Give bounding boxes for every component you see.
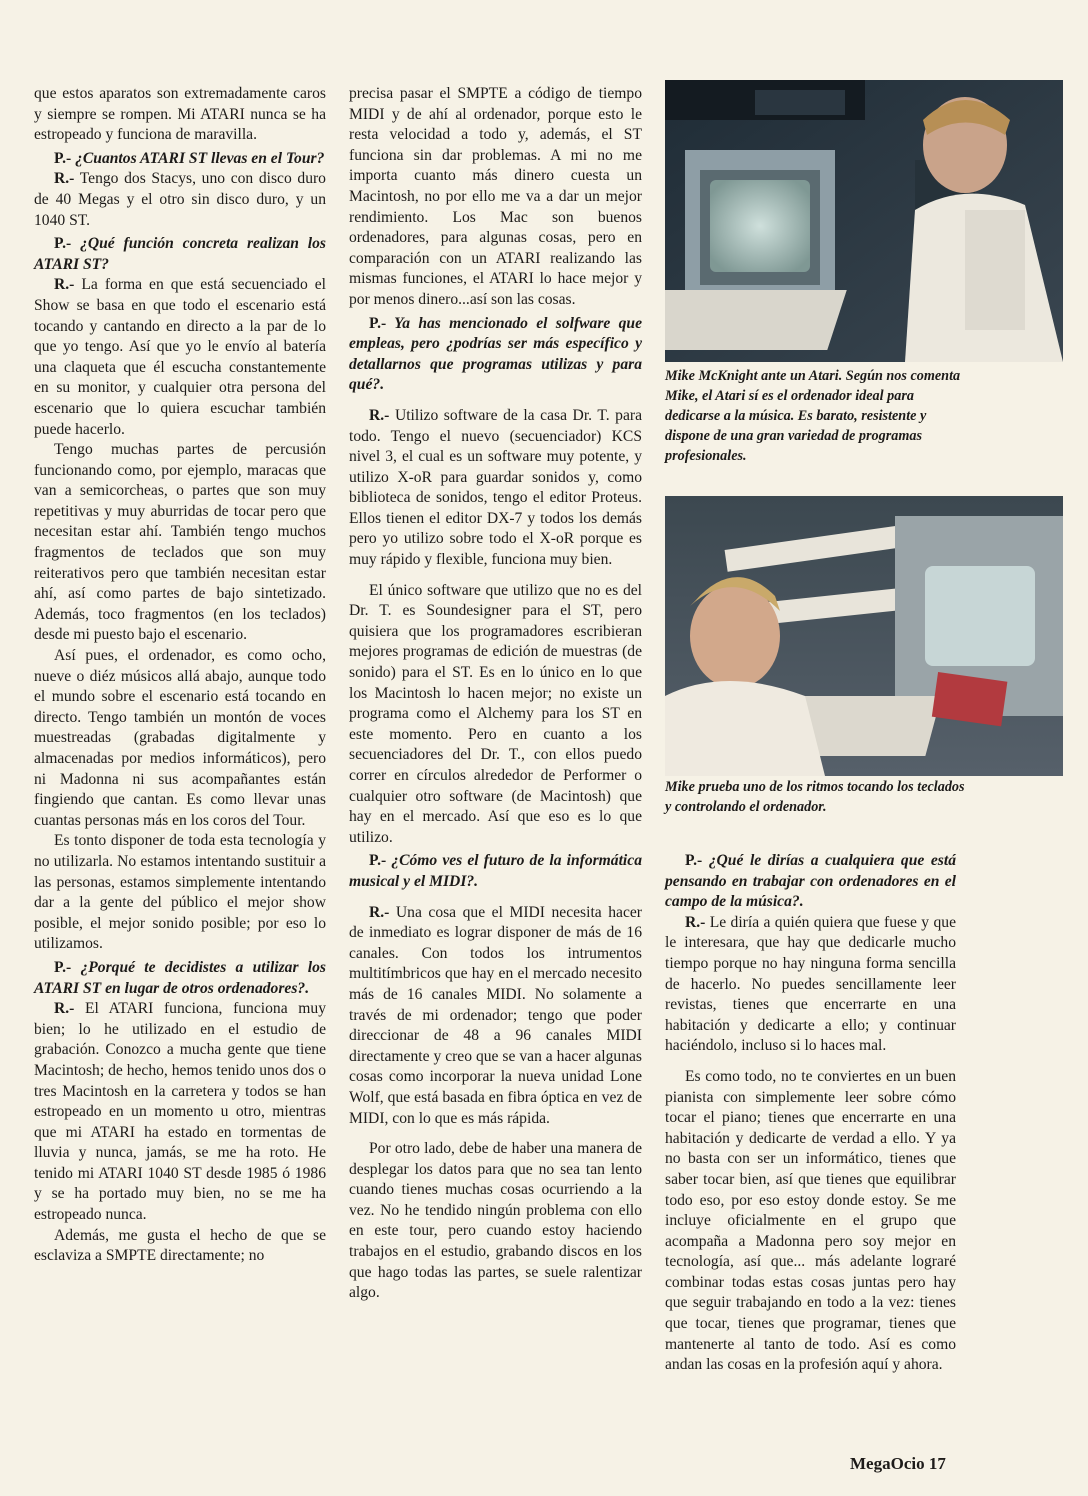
page-footer (850, 1454, 946, 1474)
question-text: Ya has mencionado el solfware que empleas, pero ¿podrías ser más específico y detallarnos que programas utilizas y para qué?. (349, 314, 642, 394)
question (34, 958, 326, 999)
answer-tag: R.- (54, 1000, 75, 1018)
answer-text: Utilizo software de la casa Dr. T. para todo. Tengo el nuevo (secuenciador) KCS nivel 3, el cual es un software muy potente, y utilizo X-oR para guardar sonidos y, como biblioteca de sonidos, tengo el editor Proteus. Ellos tienen el editor DX-7 y todos los demás pero yo utilizo sobre todo el X-oR porque es muy rápido y flexible, funciona muy bien. (349, 406, 642, 569)
question-tag: P.- (54, 235, 72, 253)
article-column-3 (665, 848, 956, 1376)
answer-text: El ATARI funciona, funciona muy bien; lo he utilizado en el estudio de grabación. Conozco a mucha gente que tiene Macintosh; de hecho, hemos tenido unos dos o tres Macintosh en la carretera y todos se han estropeado en un momento u otro, mientras que mi ATARI ha estado en tormentas de lluvia y nunca, jamás, se me ha roto. He tenido mi ATARI 1040 ST desde 1985 ó 1986 y se ha portado muy bien, no se me ha estropeado nunca. (34, 1000, 326, 1224)
answer-text: Tengo dos Stacys, uno con disco duro de 40 Megas y el otro sin disco duro, y un 1040 ST. (34, 170, 326, 229)
photo-caption: Mike prueba uno de los ritmos tocando los teclados y controlando el ordenador. (665, 779, 965, 815)
question-text: ¿Cuantos ATARI ST llevas en el Tour? (75, 149, 325, 167)
answer-tag: R.- (54, 170, 75, 188)
paragraph: que estos aparatos son extremadamente caros y siempre se rompen. Mi ATARI nunca se ha estropeado y funciona de maravilla. (34, 85, 326, 144)
paragraph: Tengo muchas partes de percusión funcionando como, por ejemplo, maracas que van a semicorcheas, o partes que son muy repetitivas y muy aburridas de tocar pero que necesitan estar ahí. También tengo muchos fragmentos de teclados que son muy reiterativos pero que también necesitan estar ahí, así como partes de bajo sintetizado. Además, toco fragmentos (en los teclados) desde mi puesto bajo el escenario. (34, 441, 326, 644)
answer (34, 999, 326, 1226)
question-text: ¿Porqué te decidistes a utilizar los ATARI ST en lugar de otros ordenadores?. (34, 958, 326, 997)
answer-text: Le diría a quién quiera que fuese y que le interesara, que hay que dedicarle mucho tiempo porque no hay ninguna forma sencilla de hacerlo. No puedes sencillamente leer revistas, tienes que encerrarte en una habitación y dedicarte a ello; y continuar haciéndolo, incluso si lo haces mal. (665, 913, 956, 1055)
paragraph: Es como todo, no te conviertes en un buen pianista con simplemente leer sobre cómo tocar el piano; tienes que encerrarte en una habitación y dedicarte de verdad a ello. Y ya no basta con ser un informático, tienes que saber tocar bien, así que tienes que equilibrar todo eso, por eso estoy donde estoy. Se me incluye oficialmente en el grupo que acompaña a Madonna pero soy mejor en tecnología, así que... más adelante lograré combinar todas estas cosas juntas pero hay que seguir trabajando en todo a la vez: tienes que tocar, tienes que programar, tienes que mantenerte al tanto de todo. Así es como andan las cosas en la profesión aquí y ahora. (665, 1067, 956, 1374)
answer-tag: R.- (369, 406, 390, 424)
answer (34, 169, 326, 231)
question-tag: P.- (369, 852, 387, 870)
question (665, 851, 956, 913)
paragraph: precisa pasar el SMPTE a código de tiempo MIDI y de ahí al ordenador, porque esto le resta velocidad a todo y, además, el ST funciona sin dar problemas. A mi no me importa cuanto más dinero cuesta un Macintosh, no por ello me va a dar un mejor rendimiento. Los Mac son buenos ordenadores, para algunas cosas, pero en comparación con un ATARI realizando las mismas funciones, el ATARI lo hace mejor y por menos dinero...así son las cosas. (349, 85, 642, 308)
answer-tag: R.- (685, 913, 706, 931)
answer (349, 406, 642, 571)
question (349, 851, 642, 892)
question-tag: P.- (54, 149, 72, 167)
photo-illustration (665, 496, 1063, 776)
answer-text: La forma en que está secuenciado el Show se basa en que todo el escenario está tocando y cantando en directo a la par de lo que yo tengo. Así que yo le envío al batería una claqueta que él escucha constantemente en su monitor, y cualquier otra persona del escenario que lo quiera escuchar también puede hacerlo. (34, 276, 326, 438)
article-column-1 (34, 84, 326, 1267)
page-number: 17 (928, 1454, 946, 1473)
answer-tag: R.- (54, 276, 75, 294)
question-tag: P.- (685, 852, 703, 869)
question (349, 314, 642, 396)
question-tag: P.- (369, 314, 387, 332)
paragraph: Es tonto disponer de toda esta tecnología y no utilizarla. No estamos intentando sustituir a las personas, estamos simplemente intentando dar a la gente del público el mejor show posible, el mejor sonido posible; por eso lo utilizamos. (34, 832, 326, 953)
paragraph: Además, me gusta el hecho de que se esclaviza a SMPTE directamente; no (34, 1226, 326, 1265)
paragraph: Por otro lado, debe de haber una manera de desplegar los datos para que no sea tan lento cuando tienes muchas cosas ocurriendo a la vez. No he tendido ningún problema con ello en este tour, pero cuando estoy haciendo trabajos en el estudio, grabando discos en los que hago todas las partes, se suele ralentizar algo. (349, 1140, 642, 1302)
article-column-2 (349, 84, 642, 1304)
paragraph: Así pues, el ordenador, es como ocho, nueve o diéz músicos allá abajo, aunque todo el mundo sobre el escenario está tocando en directo. Tengo también un montón de voces muestreadas (grabadas digitalmente y almacenadas por medios informáticos), pero ni Madonna ni sus acompañantes están fingiendo que cantan. Es como llevar unas cuantas personas más en los coros del Tour. (34, 647, 326, 829)
paragraph: El único software que utilizo que no es del Dr. T. es Soundesigner para el ST, pero quisiera que los programadores escribieran mejores programas de edición de muestras (de sonido) para el ST. Es en lo único en lo que los Macintosh lo hacen mejor; no existe un programa como el Alchemy para los ST en este momento. Pero en cuanto a los secuenciadores del Dr. T., con ellos puedo correr en círculos alrededor de Performer o cualquier otro software (de Macintosh) que hay en el mercado. Así que eso es lo que utilizo. (349, 581, 642, 846)
photo-mike-at-atari (665, 80, 1063, 362)
photo-mike-keyboards (665, 496, 1063, 776)
magazine-name: MegaOcio (850, 1454, 925, 1473)
answer-tag: R.- (369, 903, 390, 921)
photo-illustration (665, 80, 1063, 362)
photo-caption: Mike McKnight ante un Atari. Según nos comenta Mike, el Atari sí es el ordenador ideal para dedicarse a la música. Es barato, resistente y dispone de una gran variedad de programas profesionales. (665, 368, 961, 464)
question (34, 234, 326, 275)
answer-text: Una cosa que el MIDI necesita hacer de inmediato es lograr disponer de más de 16 canales. Con todos los intrumentos multitímbricos que hay en el mercado necesito más de 16 canales MIDI. No solamente a través de mi ordenador; tengo que poder direccionar de 48 a 96 canales MIDI directamente y creo que se van a hacer algunas cosas como incorporar la nueva unidad Lone Wolf, que está basada en fibra óptica en vez de MIDI, con lo que es más rápida. (349, 903, 642, 1127)
answer (34, 275, 326, 440)
answer (665, 913, 956, 1057)
question (34, 149, 326, 170)
answer (349, 903, 642, 1130)
question-text: ¿Qué le dirías a cualquiera que está pensando en trabajar con ordenadores en el campo de la música?. (665, 852, 956, 911)
question-tag: P.- (54, 958, 72, 976)
question-text: ¿Qué función concreta realizan los ATARI ST? (34, 235, 326, 273)
question-text: ¿Cómo ves el futuro de la informática musical y el MIDI?. (349, 852, 642, 890)
